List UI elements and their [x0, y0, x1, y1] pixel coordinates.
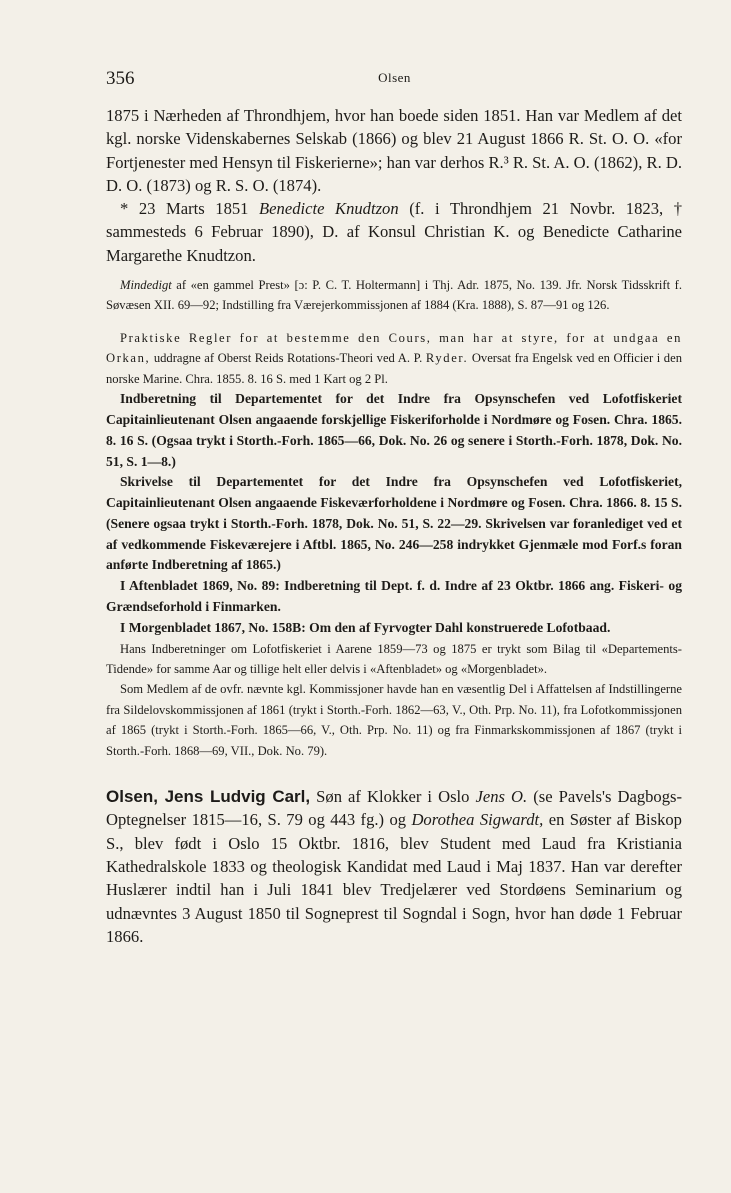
- sources-paragraph: [106, 275, 682, 316]
- work-desc: uddragne af Oberst Reids Rotations-Theori ved A. P.: [150, 351, 426, 366]
- work-praktiske-regler: [106, 328, 682, 389]
- page-number: 356: [106, 68, 135, 89]
- work-aftenbladet-1869: I Aftenbladet 1869, No. 89: Indberetning til Dept. f. d. Indre af 23 Oktbr. 1866 ang. Fiskeri- og Grændseforhold i Finmarken.: [106, 578, 682, 615]
- entry-olsen-jens: [106, 785, 682, 948]
- page-content: [106, 104, 682, 948]
- spouse-details: (f. i Throndhjem 21 Novbr. 1823, † sammesteds 6 Februar 1890), D. af Konsul Christian K. og Benedicte Catharine Margarethe Knudtzon.: [106, 199, 683, 265]
- entry-text-2: (se Pavels's Dagbogs-Optegnelser 1815—16, S. 79 og 443 fg.) og: [106, 787, 683, 830]
- work-morgenbladet-1867: I Morgenbladet 1867, No. 158B: Om den af Fyrvogter Dahl konstruerede Lofotbaad.: [120, 619, 611, 635]
- work-commissions: Som Medlem af de ovfr. nævnte kgl. Kommissjoner havde han en væsentlig Del i Affattelsen af Indstillingerne fra Sildelovskommissjonen af 1861 (trykt i Storth.-Forh. 1862—63, V., Oth. Prp. No. 11), fra Lofotkommissjonen af 1865 (trykt i Storth.-Forh. 1865—66, V., Oth. Prp. No. 11) og fra Finmarkskommissjonen af 1867 (trykt i Storth.-Forh. 1868—69, VII., Dok. No. 79).: [106, 682, 682, 758]
- work-author: Ryder.: [425, 351, 469, 366]
- entry-name: Olsen, Jens Ludvig Carl,: [106, 787, 311, 807]
- sources-text: af «en gammel Prest» [ɔ: P. C. T. Holtermann] i Thj. Adr. 1875, No. 139. Jfr. Norsk Tidsskrift f. Søvæsen XII. 69—92; Indstilling fra Værejerkommissjonen af 1884 (Kra. 1888), S. 87—91 og 126.: [106, 278, 682, 313]
- spouse-paragraph: [106, 197, 682, 267]
- work-skrivelse-1866: Skrivelse til Departementet for det Indre fra Opsynschefen ved Lofotfiskeriet, Capitainlieutenant Olsen angaaende Fiskeværforholdene i Nordmøre og Fosen. Chra. 1866. 8. 15 S. (Senere ogsaa trykt i Storth.-Forh. 1878, Dok. No. 51, S. 22—29. Skrivelsen var foranlediget ved et af vedkommende Fiskeværejere i Aftbl. 1865, No. 246—258 indrykket Gjenmæle mod Forf.s foran anførte Indberetning af 1865.): [106, 474, 682, 573]
- mindedigt-label: Mindedigt: [120, 278, 172, 293]
- spouse-prefix: * 23 Marts 1851: [120, 199, 260, 219]
- spouse-name: Benedicte Knudtzon: [259, 199, 399, 219]
- entry-father: Jens O.: [475, 787, 528, 807]
- entry-mother: Dorothea Sigwardt,: [411, 810, 544, 830]
- bio-paragraph: 1875 i Nærheden af Throndhjem, hvor han boede siden 1851. Han var Medlem af det kgl. norske Videnskabernes Selskab (1866) og blev 21 August 1866 R. St. O. O. «for Fortjenester med Hensyn til Fiskerierne»; han var derhos R.³ R. St. A. O. (1862), R. D. D. O. (1873) og R. S. O. (1874).: [106, 106, 683, 195]
- work-lofot-reports: Hans Indberetninger om Lofotfiskeriet i Aarene 1859—73 og 1875 er trykt som Bilag til «Departements-Tidende» for samme Aar og tillige helt eller delvis i «Aftenbladet» og «Morgenbladet».: [106, 641, 682, 677]
- running-head: Olsen: [378, 70, 411, 85]
- page-header: [106, 68, 683, 92]
- entry-text-3: en Søster af Biskop S., blev født i Oslo 15 Oktbr. 1816, blev Student med Laud fra Kristiania Kathedralskole 1833 og theologisk Kandidat med Laud i Maj 1837. Han var derefter Huslærer indtil han i Juli 1841 blev Tredjelærer ved Stordøens Seminarium og udnævntes 3 August 1850 til Sogneprest til Sogndal i Sogn, hvor han døde 1 Februar 1866.: [106, 810, 682, 946]
- work-imprint: Oversat fra Engelsk ved en Officier i den norske Marine. Chra. 1855. 8. 16 S. med 1 Kart og 2 Pl.: [106, 351, 682, 386]
- work-title-spaced: Praktiske Regler for at bestemme den Cours, man har at styre, for at undgaa en Orkan,: [106, 330, 682, 366]
- entry-text-1: Søn af Klokker i Oslo: [310, 787, 476, 807]
- work-indberetning-1865: Indberetning til Departementet for det Indre fra Opsynschefen ved Lofotfiskeriet Capitainlieutenant Olsen angaaende forskjellige Fiskeriforholde i Nordmøre og Fosen. Chra. 1865. 8. 16 S. (Ogsaa trykt i Storth.-Forh. 1865—66, Dok. No. 26 og senere i Storth.-Forh. 1878, Dok. No. 51, S. 1—8.): [106, 391, 682, 469]
